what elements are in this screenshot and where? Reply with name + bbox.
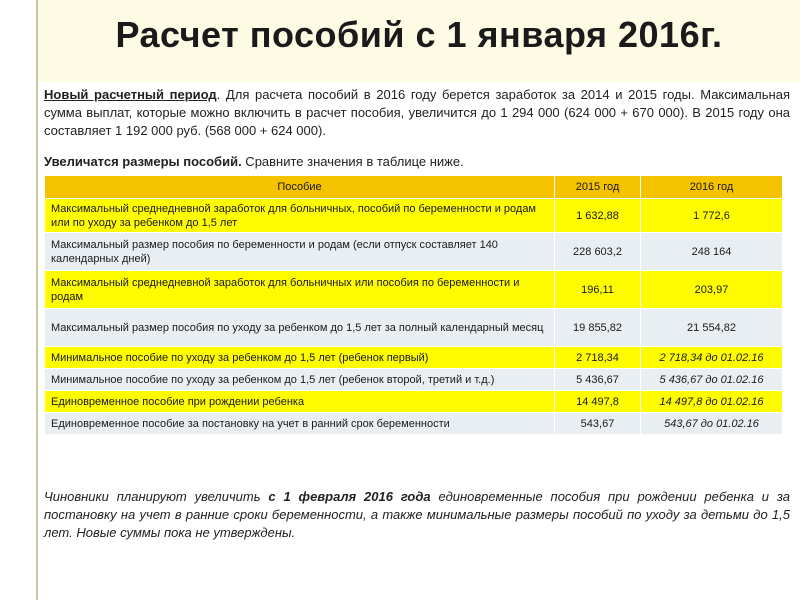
benefits-table <box>44 175 783 435</box>
table-row <box>45 369 783 391</box>
sub-intro-paragraph <box>44 153 790 170</box>
row-benefit-name: Минимальное пособие по уходу за ребенком до 1,5 лет (ребенок второй, третий и т.д.) <box>45 369 555 391</box>
row-value-2015: 543,67 <box>555 413 641 435</box>
sub-intro-bold: Увеличатся размеры пособий. <box>44 154 242 169</box>
row-benefit-name: Максимальный среднедневной заработок для больничных или пособия по беременности и родам <box>45 271 555 309</box>
row-benefit-name: Максимальный размер пособия по уходу за ребенком до 1,5 лет за полный календарный месяц <box>45 309 555 347</box>
row-value-2015: 1 632,88 <box>555 199 641 233</box>
table-row <box>45 199 783 233</box>
row-value-2016: 543,67 до 01.02.16 <box>641 413 783 435</box>
intro-text: . Для расчета пособий в 2016 году берется заработок за 2014 и 2015 годы. Максимальная сумма выплат, которые можно включить в расчет пособия, увеличится до 1 294 000 (624 000 + 670 000). В 2015 году она составляет 1 192 000 руб. (568 000 + 624 000). <box>44 87 790 138</box>
row-benefit-name: Максимальный размер пособия по беременности и родам (если отпуск составляет 140 календарных дней) <box>45 233 555 271</box>
row-value-2015: 228 603,2 <box>555 233 641 271</box>
row-benefit-name: Единовременное пособие при рождении ребенка <box>45 391 555 413</box>
row-value-2016: 2 718,34 до 01.02.16 <box>641 347 783 369</box>
row-value-2016: 21 554,82 <box>641 309 783 347</box>
note-part1: Чиновники планируют увеличить <box>44 489 269 504</box>
table-row <box>45 271 783 309</box>
note-paragraph <box>44 488 790 542</box>
table-body <box>45 199 783 435</box>
row-value-2016: 1 772,6 <box>641 199 783 233</box>
row-value-2015: 19 855,82 <box>555 309 641 347</box>
row-value-2015: 14 497,8 <box>555 391 641 413</box>
intro-paragraph <box>44 86 790 140</box>
row-value-2016: 203,97 <box>641 271 783 309</box>
row-benefit-name: Максимальный среднедневной заработок для больничных, пособий по беременности и родам или по уходу за ребенком до 1,5 лет <box>45 199 555 233</box>
table-row <box>45 347 783 369</box>
row-benefit-name: Минимальное пособие по уходу за ребенком до 1,5 лет (ребенок первый) <box>45 347 555 369</box>
note-bold: с 1 февраля 2016 года <box>268 489 431 504</box>
table-row <box>45 391 783 413</box>
row-value-2015: 5 436,67 <box>555 369 641 391</box>
row-value-2016: 248 164 <box>641 233 783 271</box>
header-2015: 2015 год <box>555 176 641 199</box>
sub-intro-text: Сравните значения в таблице ниже. <box>241 154 464 169</box>
row-value-2016: 5 436,67 до 01.02.16 <box>641 369 783 391</box>
page-title: Расчет пособий с 1 января 2016г. <box>115 14 723 55</box>
row-benefit-name: Единовременное пособие за постановку на учет в ранний срок беременности <box>45 413 555 435</box>
left-rule <box>36 0 38 600</box>
note-part2: единовременные пособия при рождении ребенка и за постановку на учет в ранние сроки беременности, а также минимальные размеры пособий по уходу за детьми до 1,5 лет. Новые суммы пока не утверждены. <box>44 489 790 540</box>
header-2016: 2016 год <box>641 176 783 199</box>
table-row <box>45 309 783 347</box>
table-row <box>45 233 783 271</box>
row-value-2016: 14 497,8 до 01.02.16 <box>641 391 783 413</box>
intro-lead: Новый расчетный период <box>44 87 217 102</box>
table-header-row <box>45 176 783 199</box>
row-value-2015: 196,11 <box>555 271 641 309</box>
row-value-2015: 2 718,34 <box>555 347 641 369</box>
header-benefit: Пособие <box>45 176 555 199</box>
table-row <box>45 413 783 435</box>
